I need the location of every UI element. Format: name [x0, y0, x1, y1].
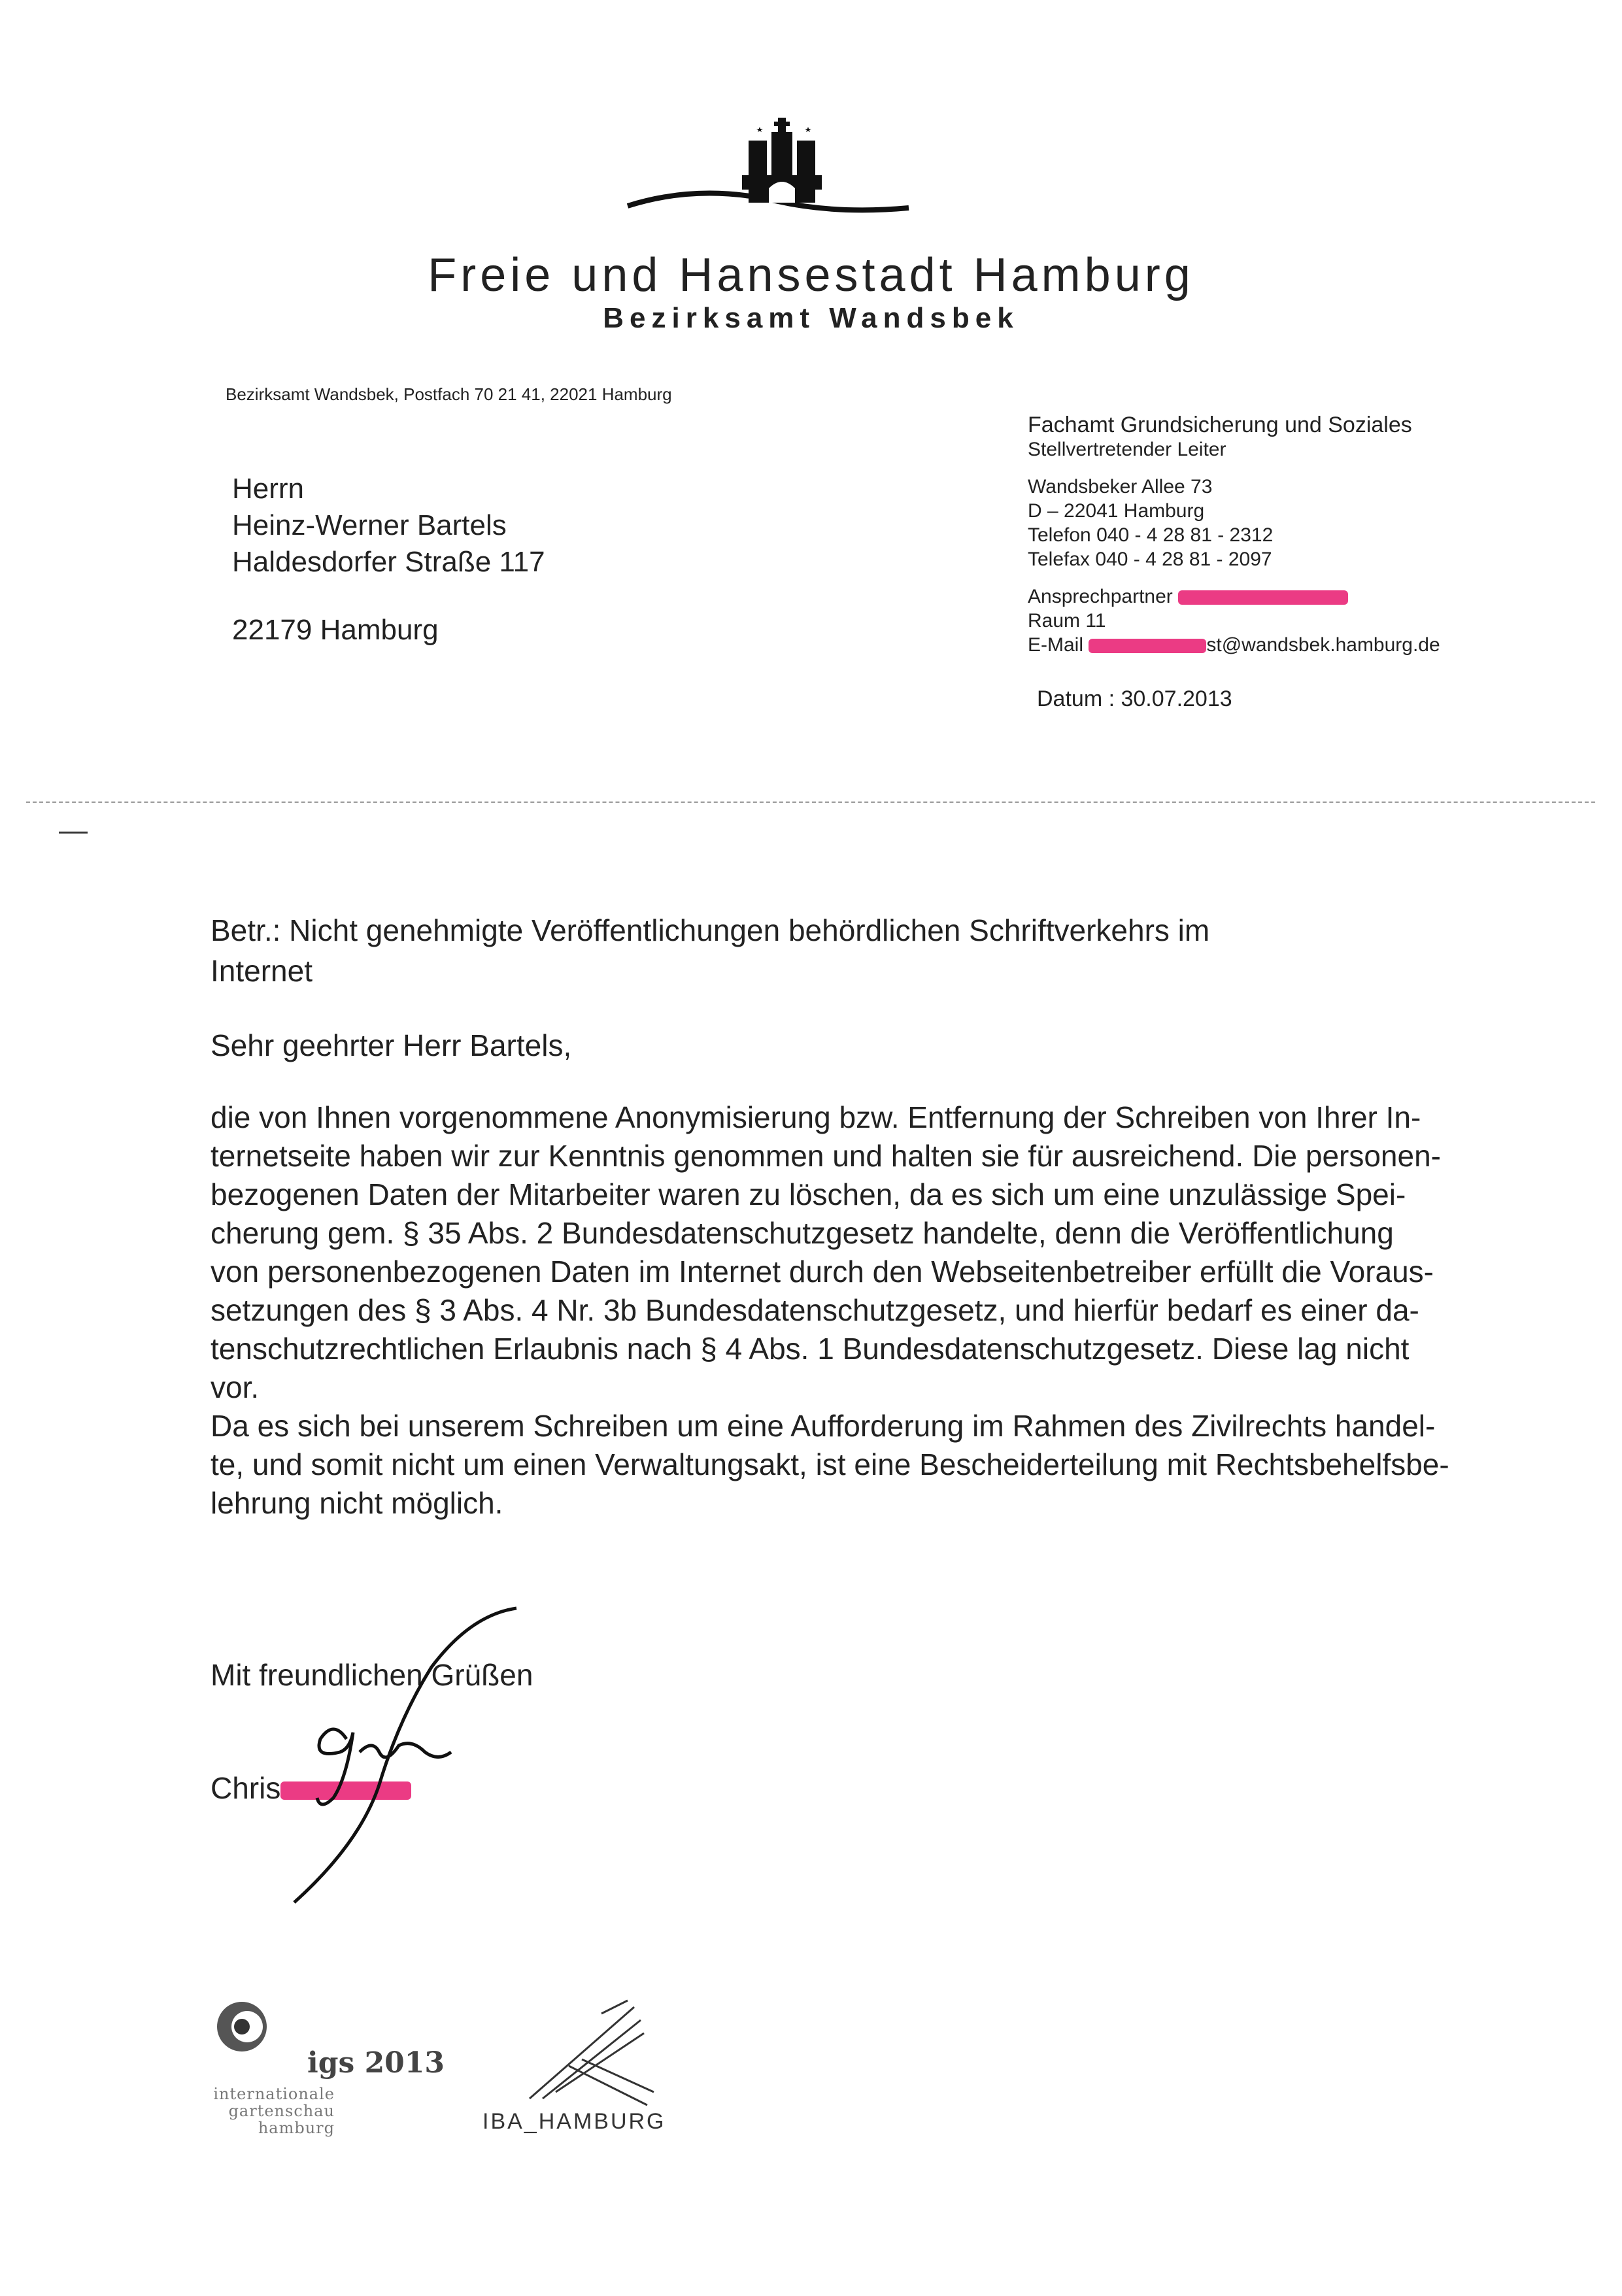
sender-city: D – 22041 Hamburg — [1028, 500, 1205, 522]
sender-email — [1028, 633, 1440, 657]
recipient-city: 22179 Hamburg — [232, 614, 439, 646]
recipient-salutation: Herrn — [232, 473, 305, 505]
letter-date: Datum : 30.07.2013 — [1037, 686, 1232, 711]
igs-subtitle — [211, 2085, 335, 2136]
letter-closing: Mit freundlichen Grüßen — [211, 1658, 533, 1692]
iba-label: IBA_HAMBURG — [482, 2109, 666, 2134]
subject-line: Betr.: Nicht genehmigte Veröffentlichungen behördlichen Schriftverkehrs im — [211, 913, 1210, 947]
handwritten-signature — [235, 1589, 530, 1916]
contact-person — [1028, 584, 1440, 609]
return-address: Bezirksamt Wandsbek, Postfach 70 21 41, 22021 Hamburg — [226, 384, 672, 404]
sender-department: Fachamt Grundsicherung und Soziales — [1028, 413, 1412, 437]
signer-visible-name: Chris — [211, 1771, 281, 1805]
contact-label: Ansprechpartner — [1028, 586, 1173, 607]
sender-room: Raum 11 — [1028, 610, 1106, 632]
fold-mark — [59, 832, 88, 834]
sender-contact-block — [1028, 475, 1440, 657]
sender-phone: Telefon 040 - 4 28 81 - 2312 — [1028, 524, 1274, 546]
recipient-name: Heinz-Werner Bartels — [232, 509, 507, 541]
email-label: E-Mail — [1028, 634, 1084, 656]
igs-subtitle-line: hamburg — [258, 2119, 335, 2137]
recipient-street: Haldesdorfer Straße 117 — [232, 546, 545, 578]
body-paragraph: die von Ihnen vorgenommene Anonymisierung bzw. Entfernung der Schreiben von Ihrer In- ternetseite haben wir zur Kenntnis genommen und halten sie für ausreichend. Die personen- bezogenen Daten der Mitarbeiter waren zu löschen, da es sich um eine unzulässige Spei- cherung gem. § 35 Abs. 2 Bundesdatenschutzgesetz handelte, denn die Veröffentlichung von personenbezogenen Daten im Internet durch den Webseitenbetreiber erfüllt die Voraus- setzungen des § 3 Abs. 4 Nr. 3b Bundesdatenschutzgesetz, und hierfür bedarf es einer da- tenschutzrechtlichen Erlaubnis nach § 4 Abs. 1 Bundesdatenschutzgesetz. Diese lag nicht vor. — [211, 1100, 1442, 1404]
sender-position: Stellvertretender Leiter — [1028, 439, 1226, 460]
igs-label: igs 2013 — [307, 2046, 445, 2080]
hamburg-coat-of-arms-logo — [621, 92, 915, 229]
iba-hamburg-logo — [503, 1994, 667, 2112]
igs-subtitle-line: internationale — [213, 2085, 335, 2103]
igs-subtitle-line: gartenschau — [228, 2102, 335, 2120]
body-paragraph: Da es sich bei unserem Schreiben um eine Aufforderung im Rahmen des Zivilrechts handel- te, und somit nicht um einen Verwaltungsakt, ist eine Bescheiderteilung mit Rechtsbehelfsbe- lehrung nicht möglich. — [211, 1409, 1449, 1520]
sender-department-block — [1028, 412, 1412, 462]
letter-body — [211, 1098, 1570, 1523]
letter-subject — [211, 910, 1322, 991]
subject-line: Internet — [211, 954, 313, 988]
redaction-mark — [1089, 639, 1206, 653]
sender-fax: Telefax 040 - 4 28 81 - 2097 — [1028, 549, 1272, 570]
redaction-mark — [1178, 590, 1348, 605]
email-domain: st@wandsbek.hamburg.de — [1206, 634, 1440, 656]
fold-line-divider — [26, 802, 1595, 803]
sender-street: Wandsbeker Allee 73 — [1028, 476, 1213, 498]
letter-salutation: Sehr geehrter Herr Bartels, — [211, 1028, 572, 1062]
recipient-address — [232, 471, 545, 649]
authority-subtitle: Bezirksamt Wandsbek — [603, 302, 1019, 334]
authority-title: Freie und Hansestadt Hamburg — [428, 249, 1194, 301]
